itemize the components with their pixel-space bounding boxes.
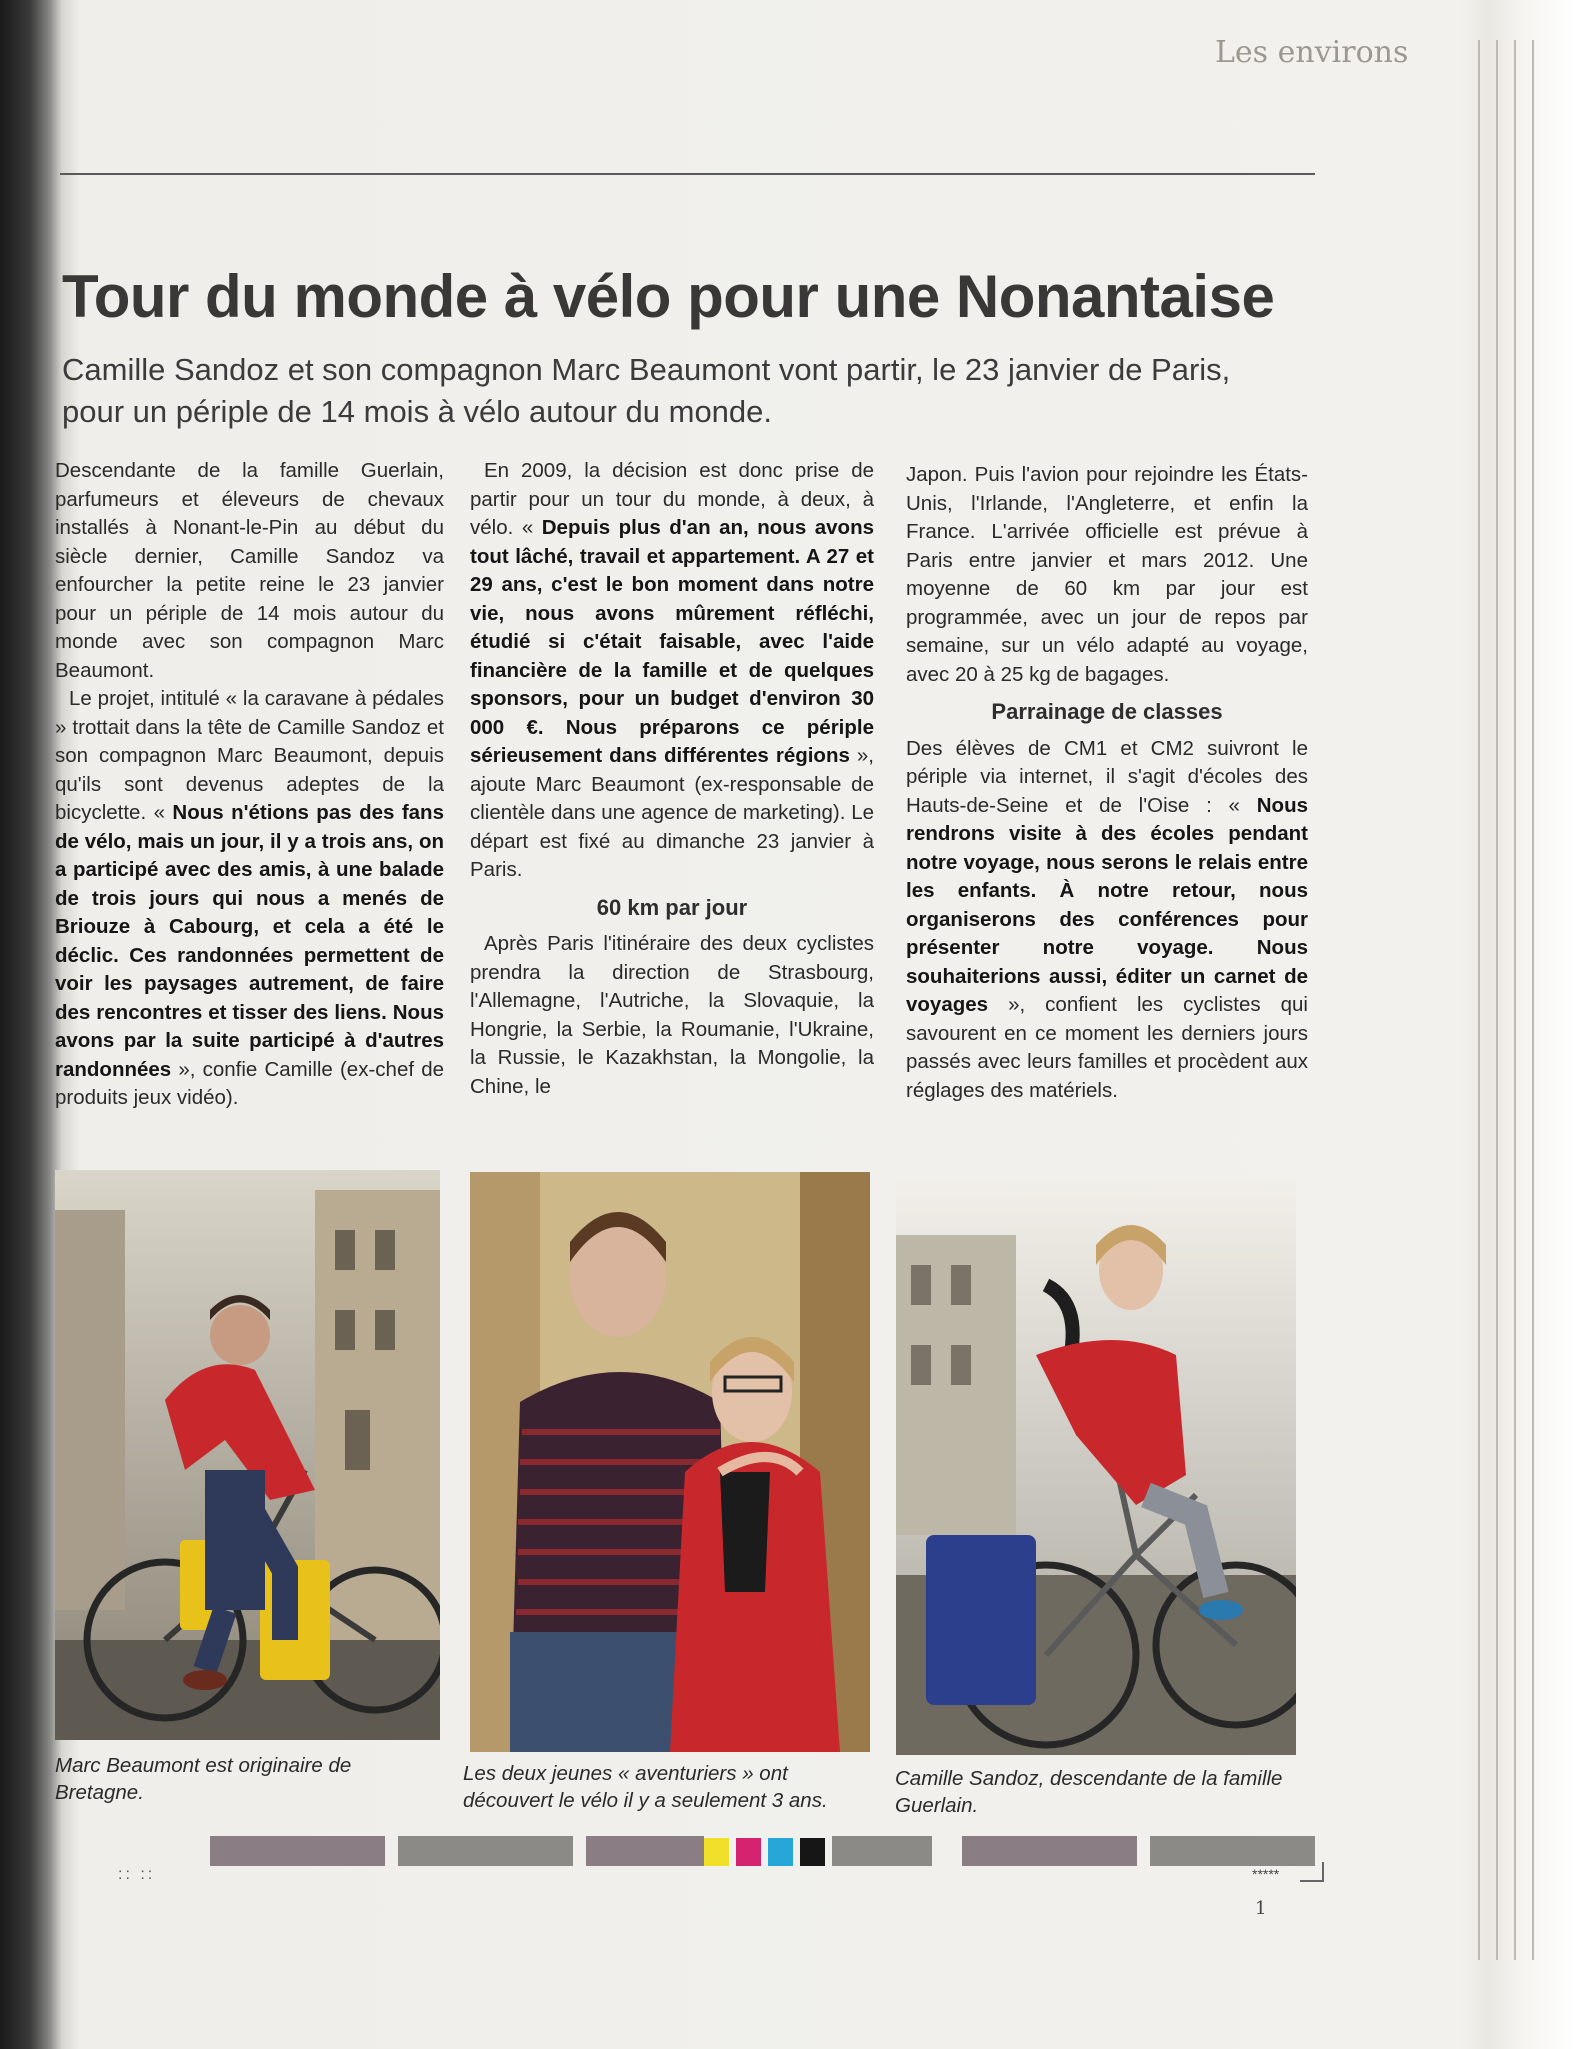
column-3 — [906, 461, 1308, 1105]
body-text: », ajoute Marc Beaumont (ex-responsable de clientèle dans une agence de marketing). Le départ est fixé au dimanche 23 janvier à Paris. — [470, 744, 874, 881]
body-text: Des élèves de CM1 et CM2 suivront le périple via internet, il s'agit d'écoles des Hauts-de-Seine et de l'Oise : « — [906, 736, 1308, 817]
registration-bar — [832, 1836, 932, 1866]
quote-text: Nous rendrons visite à des écoles pendant notre voyage, nous serons le relais entre les enfants. À notre retour, nous organiserons des conférences pour présenter notre voyage. Nous souhaiterions aussi, éditer un carnet de voyages — [906, 793, 1308, 1016]
body-text: Japon. Puis l'avion pour rejoindre les États-Unis, l'Irlande, l'Angleterre, et enfin la France. L'arrivée officielle est prévue à Paris entre janvier et mars 2012. Une moyenne de 60 km par jour est programmée, avec un jour de repos par semaine, sur un vélo adapté au voyage, avec 20 à 25 kg de bagages. — [906, 463, 1308, 686]
article-lead: Camille Sandoz et son compagnon Marc Beaumont vont partir, le 23 janvier de Paris, pour un périple de 14 mois à vélo autour du monde. — [62, 352, 1231, 429]
registration-bar — [1150, 1836, 1315, 1866]
photo-cyclist-woman-icon — [896, 1175, 1296, 1755]
paragraph — [55, 457, 444, 685]
page-edge — [1496, 40, 1498, 1960]
article-title: Tour du monde à vélo pour une Nonantaise — [62, 263, 1275, 330]
body-text: En 2009, la décision est donc prise de partir pour un tour du monde, à deux, à vélo. « — [470, 459, 874, 539]
cmyk-registration-strip — [768, 1838, 793, 1866]
cmyk-registration-strip — [704, 1838, 729, 1866]
subheading: Parrainage de classes — [991, 699, 1223, 724]
caption-photo-1: Marc Beaumont est originaire de Bretagne. — [55, 1754, 352, 1804]
header-rule — [60, 173, 1315, 175]
intro-text: Descendante de la famille Guerlain, parfumeurs et éleveurs de chevaux installés à Nonant-le-Pin au début du siècle dernier, Camille Sandoz va enfourcher la petite reine le 23 janvier pour un périple de 14 mois autour du monde avec son compagnon Marc Beaumont. — [55, 459, 444, 682]
photo-cyclist-woman — [896, 1175, 1296, 1755]
page-number: 1 — [1255, 1898, 1267, 1919]
cmyk-registration-strip — [736, 1838, 761, 1866]
body-text: Le projet, intitulé « la caravane à pédales » trottait dans la tête de Camille Sandoz et son compagnon Marc Beaumont, depuis qu'ils sont devenus adeptes de la bicyclette. « — [55, 687, 444, 824]
registration-bar — [210, 1836, 385, 1866]
paragraph — [470, 930, 874, 1101]
subheading: 60 km par jour — [596, 894, 748, 920]
paragraph — [906, 461, 1308, 689]
caption-photo-3: Camille Sandoz, descendante de la famille Guerlain. — [895, 1767, 1283, 1817]
body-text: Après Paris l'itinéraire des deux cyclistes prendra la direction de Strasbourg, l'Allemagne, l'Autriche, la Slovaquie, la Hongrie, la Serbie, la Roumanie, l'Ukraine, la Russie, le Kazakhstan, la Mongolie, la Chine, le — [470, 932, 874, 1098]
paragraph — [55, 685, 444, 1113]
page-edge — [1478, 40, 1480, 1960]
crop-mark — [1300, 1862, 1324, 1882]
photo-cyclist-man — [55, 1170, 440, 1740]
photo-couple — [470, 1172, 870, 1752]
photo-cyclist-man-icon — [55, 1170, 440, 1740]
paragraph — [906, 735, 1308, 1106]
registration-bar — [962, 1836, 1137, 1866]
print-stars: ***** — [1252, 1866, 1280, 1882]
column-2 — [470, 457, 874, 1101]
page-edge — [1514, 40, 1516, 1960]
print-marks: :: :: — [118, 1866, 156, 1883]
body-text: », confient les cyclistes qui savourent en ce moment les derniers jours passés avec leurs familles et procèdent aux réglages des matériels. — [906, 993, 1308, 1102]
cmyk-registration-strip — [800, 1838, 825, 1866]
masthead-fragment: Les environs — [1215, 35, 1409, 70]
quote-text: Nous n'étions pas des fans de vélo, mais un jour, il y a trois ans, on a participé avec des amis, à une balade de trois jours qui nous a menés de Briouze à Cabourg, et cela a été le déclic. Ces randonnées permettent de voir les paysages autrement, de faire des rencontres et tisser des liens. Nous avons par la suite participé à d'autres randonnées — [55, 801, 444, 1081]
registration-bar — [586, 1836, 704, 1866]
caption-photo-2: Les deux jeunes « aventuriers » ont découvert le vélo il y a seulement 3 ans. — [463, 1762, 828, 1812]
registration-bar — [398, 1836, 573, 1866]
photo-couple-icon — [470, 1172, 870, 1752]
quote-text: Depuis plus d'an an, nous avons tout lâché, travail et appartement. A 27 et 29 ans, c'est le bon moment dans notre vie, nous avons mûrement réfléchi, étudié si c'était faisable, avec l'aide financière de la famille et de quelques sponsors, pour un budget d'environ 30 000 €. Nous préparons ce périple sérieusement dans différentes régions — [470, 516, 874, 767]
paragraph — [470, 457, 874, 885]
page-edge — [1532, 40, 1534, 1960]
body-text: », confie Camille (ex-chef de produits jeux vidéo). — [55, 1057, 444, 1109]
column-1 — [55, 457, 444, 1113]
